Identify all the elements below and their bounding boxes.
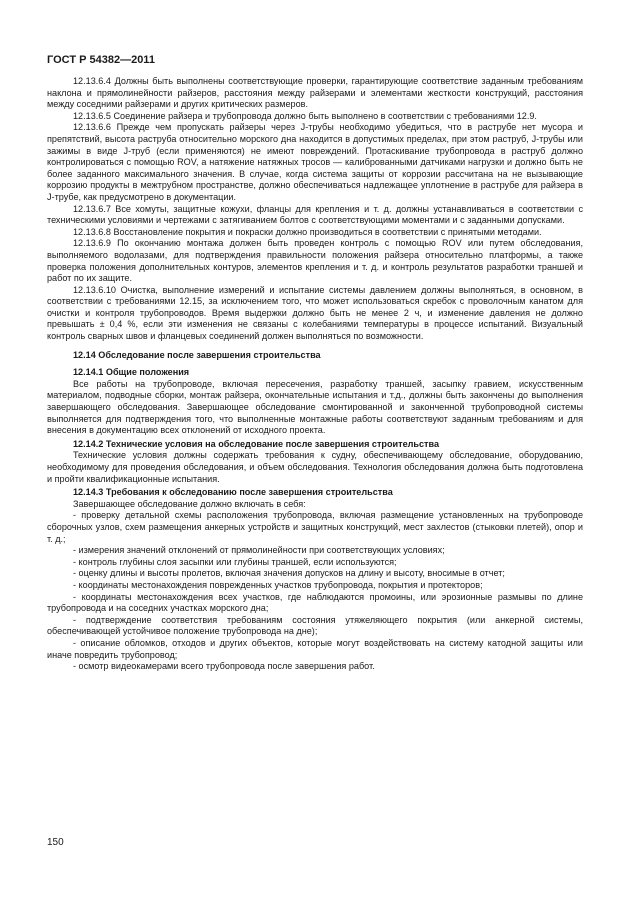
section-12-14-2-heading: 12.14.2 Технические условия на обследование после завершения строительства xyxy=(73,438,440,449)
list-item: - проверку детальной схемы расположения трубопровода, включая размещение установленных на трубопроводе сборочных узлов, схем размещения анкерных устройств и защитных конструкций, мест захлестов (стыковки плетей), опор и т. д.; xyxy=(47,510,583,544)
paragraph-12-13-6-5: 12.13.6.5 Соединение райзера и трубопровода должно быть выполнено в соответствии с требованиями 12.9. xyxy=(73,110,537,121)
paragraph-12-13-6-7: 12.13.6.7 Все хомуты, защитные кожухи, фланцы для крепления и т. д. должны устанавливаться в соответствии с техническими условиями и чертежами с затягиванием болтов с соответствующими моментами и с заданными допусками. xyxy=(47,203,583,226)
list-item: - контроль глубины слоя засыпки или глубины траншей, если используются; xyxy=(73,556,397,567)
list-item: - осмотр видеокамерами всего трубопровода после завершения работ. xyxy=(73,661,375,672)
page-content xyxy=(47,76,583,673)
section-12-14-3-intro: Завершающее обследование должно включать в себя: xyxy=(73,498,306,509)
paragraph-12-13-6-4: 12.13.6.4 Должны быть выполнены соответствующие проверки, гарантирующие соответствие заданным требованиям наклона и прямолинейности райзеров, расстояния между райзерами и элементами жесткости конструкций, расстояния между соседними райзерами и других критических размеров. xyxy=(47,76,583,110)
list-item: - подтверждение соответствия требованиям состояния утяжеляющего покрытия (или анкерной системы, обеспечивающей устойчивое положение трубопровода на дне); xyxy=(47,614,583,637)
list-item: - оценку длины и высоты пролетов, включая значения допусков на длину и высоту, вносимые в отчет; xyxy=(73,568,505,579)
list-item: - описание обломков, отходов и других объектов, которые могут воздействовать на систему катодной защиты или иначе повредить трубопровод; xyxy=(47,637,583,660)
section-12-14-2-text: Технические условия должны содержать требования к судну, обеспечивающему обследование, оборудованию, необходимому для проведения обследования, и объем обследования. Технология обследования должна быть подготовлена и пройти квалификационные испытания. xyxy=(47,450,583,484)
section-12-14-1-text: Все работы на трубопроводе, включая пересечения, разработку траншей, засыпку гравием, искусственным материалом, подводные сборки, монтаж райзера, окончательные испытания и т.д., должны быть закончены до выполнения завершающего обследования. Завершающее обследование смонтированной и законченной трубопроводной системы выполняется для подтверждения того, что выполненные монтажные работы соответствуют заданным требованиям и для внесения в документацию всех отклонений от исходного проекта. xyxy=(47,378,583,436)
section-12-14-heading: 12.14 Обследование после завершения строительства xyxy=(73,349,321,360)
paragraph-12-13-6-8: 12.13.6.8 Восстановление покрытия и покраски должно производиться в соответствии с принятыми методами. xyxy=(73,226,542,237)
document-header: ГОСТ Р 54382—2011 xyxy=(47,54,155,66)
section-12-14-1-heading: 12.14.1 Общие положения xyxy=(73,367,190,378)
section-12-14-3-heading: 12.14.3 Требования к обследованию после завершения строительства xyxy=(73,487,393,498)
list-item: - координаты местонахождения поврежденных участков трубопровода, покрытия и протекторов; xyxy=(73,579,483,590)
paragraph-12-13-6-6: 12.13.6.6 Прежде чем пропускать райзеры через J-трубы необходимо убедиться, что в раструбе нет мусора и препятствий, высота раструба относительно морского дна находится в допустимых пределах, при этом раструб, J-трубы или зажимы в виде J-труб (если применяются) не имеют повреждений. Протаскивание трубопровода в раструб должно контролироваться с помощью ROV, а натяжение натяжных тросов — калиброванными датчиками нагрузки и должно быть не более заданного максимального значения. В случае, когда система защиты от коррозии рассчитана на не вызывающие коррозию продукты в межтрубном пространстве, должно обеспечиваться надлежащее уплотнение в раструбе для райзера в J-трубе, как предусмотрено в документации. xyxy=(47,122,583,202)
paragraph-12-13-6-9: 12.13.6.9 По окончанию монтажа должен быть проведен контроль с помощью ROV или путем обследования, выполняемого водолазами, для подтверждения правильности положения райзера относительно платформы, а также проверка положения дополнительных контуров, элементов крепления и т. д. и контроль результатов разработки траншей и работ по их защите. xyxy=(47,238,583,284)
paragraph-12-13-6-10: 12.13.6.10 Очистка, выполнение измерений и испытание системы давлением должны выполняться, в основном, в соответствии с требованиями 12.15, за исключением того, что может использоваться скребок с проволочным канатом для очистки и контроля трубопроводов. Время выдержки должно быть не менее 2 ч, и изменение давления не должно превышать ± 0,4 %, если эти изменения не связаны с колебаниями температуры в процессе испытаний. Визуальный контроль сварных швов и фланцевых соединений должен выполняться по возможности. xyxy=(47,284,583,342)
list-item: - координаты местонахождения всех участков, где наблюдаются промоины, или эрозионные размывы по длине трубопровода и на соседних участках морского дна; xyxy=(47,591,583,614)
page-number: 150 xyxy=(47,837,64,848)
list-item: - измерения значений отклонений от прямолинейности при соответствующих условиях; xyxy=(73,545,445,556)
